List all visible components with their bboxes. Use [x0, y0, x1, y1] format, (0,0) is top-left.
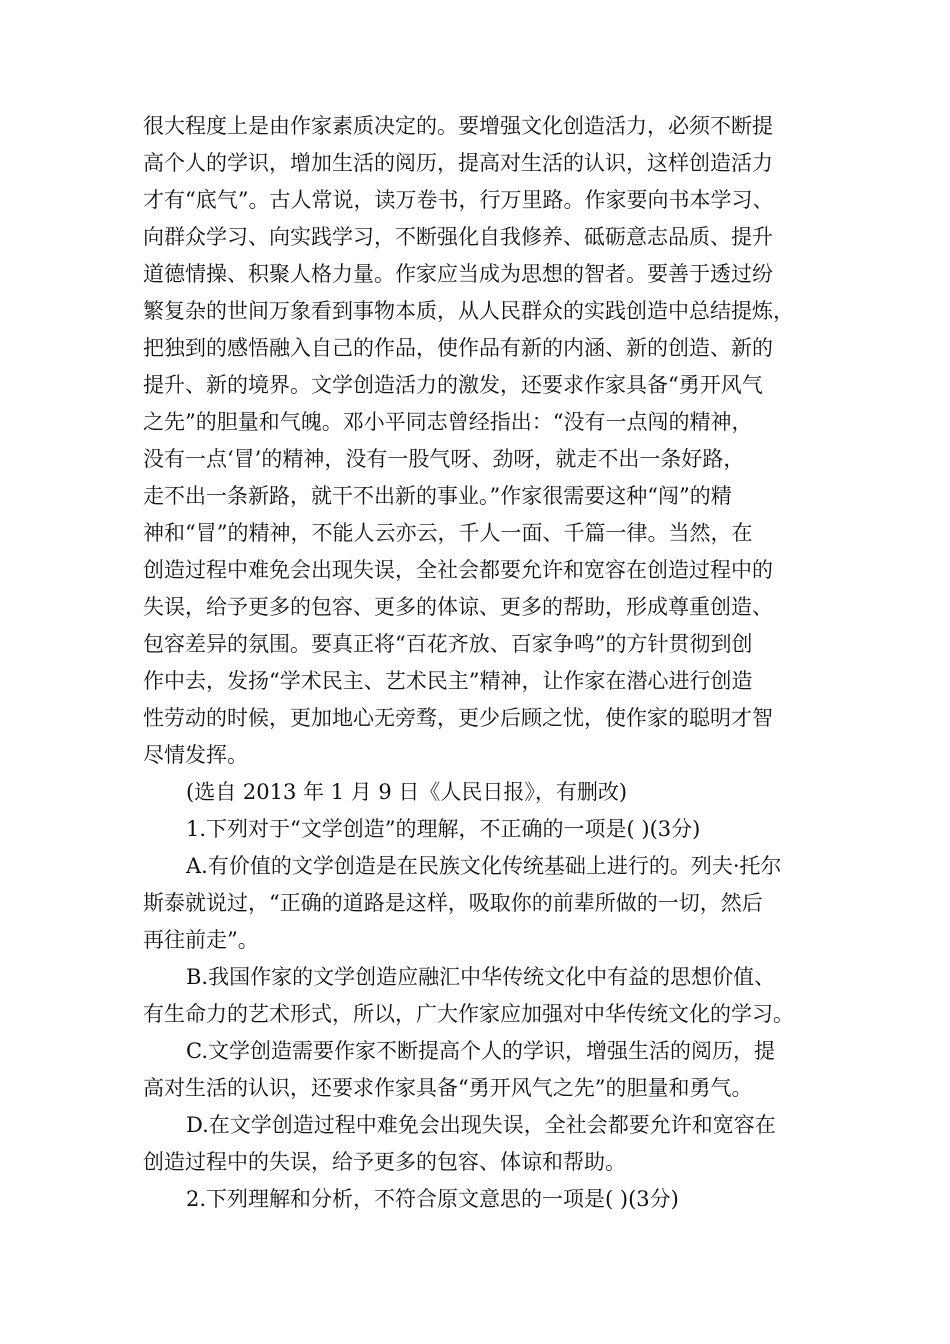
document-body	[143, 108, 833, 1218]
text-line: 尽情发挥。	[143, 743, 248, 767]
option-line: D.在文学创造过程中难免会出现失误，全社会都要允许和宽容在	[186, 1113, 776, 1137]
option-a	[143, 848, 833, 959]
option-line: 再往前走”。	[143, 928, 259, 952]
option-c	[143, 1033, 833, 1107]
article-paragraph	[143, 108, 833, 774]
text-line: 才有“底气”。古人常说，读万卷书，行万里路。作家要向书本学习、	[143, 188, 774, 212]
option-d	[143, 1107, 833, 1181]
text-line: 繁复杂的世间万象看到事物本质，从人民群众的实践创造中总结提炼，	[143, 299, 794, 323]
option-line: B.我国作家的文学创造应融汇中华传统文化中有益的思想价值、	[186, 965, 776, 989]
text-line: 没有一点‘冒’的精神，没有一股气呀、劲呀，就走不出一条好路，	[143, 447, 745, 471]
text-line: 作中去，发扬“学术民主、艺术民主”精神，让作家在潜心进行创造	[143, 669, 753, 693]
text-line: 把独到的感悟融入自己的作品，使作品有新的内涵、新的创造、新的	[143, 336, 773, 360]
text-line: 失误，给予更多的包容、更多的体谅、更多的帮助，形成尊重创造、	[143, 595, 773, 619]
text-line: 高个人的学识，增加生活的阅历，提高对生活的认识，这样创造活力	[143, 151, 773, 175]
option-line: 创造过程中的失误，给予更多的包容、体谅和帮助。	[143, 1150, 626, 1174]
text-line: 很大程度上是由作家素质决定的。要增强文化创造活力，必须不断提	[143, 114, 773, 138]
text-line: 性劳动的时候，更加地心无旁骛，更少后顾之忧，使作家的聪明才智	[143, 706, 773, 730]
question-stem: 2.下列理解和分析，不符合原文意思的一项是( )(3分)	[186, 1187, 679, 1211]
text-line: 提升、新的境界。文学创造活力的激发，还要求作家具备“勇开风气	[143, 373, 763, 397]
text-line: 向群众学习、向实践学习，不断强化自我修养、砥砺意志品质、提升	[143, 225, 773, 249]
text-line: 走不出一条新路，就干不出新的事业。”作家很需要这种“闯”的精	[143, 484, 732, 508]
option-b	[143, 959, 833, 1033]
text-line: 道德情操、积聚人格力量。作家应当成为思想的智者。要善于透过纷	[143, 262, 773, 286]
option-line: 有生命力的艺术形式，所以，广大作家应加强对中华传统文化的学习。	[143, 1002, 794, 1026]
text-line: 创造过程中难免会出现失误，全社会都要允许和宽容在创造过程中的	[143, 558, 773, 582]
text-line: 之先”的胆量和气魄。邓小平同志曾经指出：“没有一点闯的精神，	[143, 410, 753, 434]
source-citation: (选自 2013 年 1 月 9 日《人民日报》，有删改)	[186, 780, 628, 804]
question-2	[143, 1181, 833, 1218]
option-line: A.有价值的文学创造是在民族文化传统基础上进行的。列夫·托尔	[186, 854, 782, 878]
text-line: 神和“冒”的精神，不能人云亦云，千人一面、千篇一律。当然，在	[143, 521, 753, 545]
option-line: 斯泰就说过，“正确的道路是这样，吸取你的前辈所做的一切，然后	[143, 891, 763, 915]
text-line: 包容差异的氛围。要真正将“百花齐放、百家争鸣”的方针贯彻到创	[143, 632, 753, 656]
option-line: 高对生活的认识，还要求作家具备“勇开风气之先”的胆量和勇气。	[143, 1076, 753, 1100]
question-stem: 1.下列对于“文学创造”的理解，不正确的一项是( )(3分)	[186, 817, 701, 841]
option-line: C.文学创造需要作家不断提高个人的学识，增强生活的阅历，提	[186, 1039, 775, 1063]
question-1	[143, 811, 833, 1181]
